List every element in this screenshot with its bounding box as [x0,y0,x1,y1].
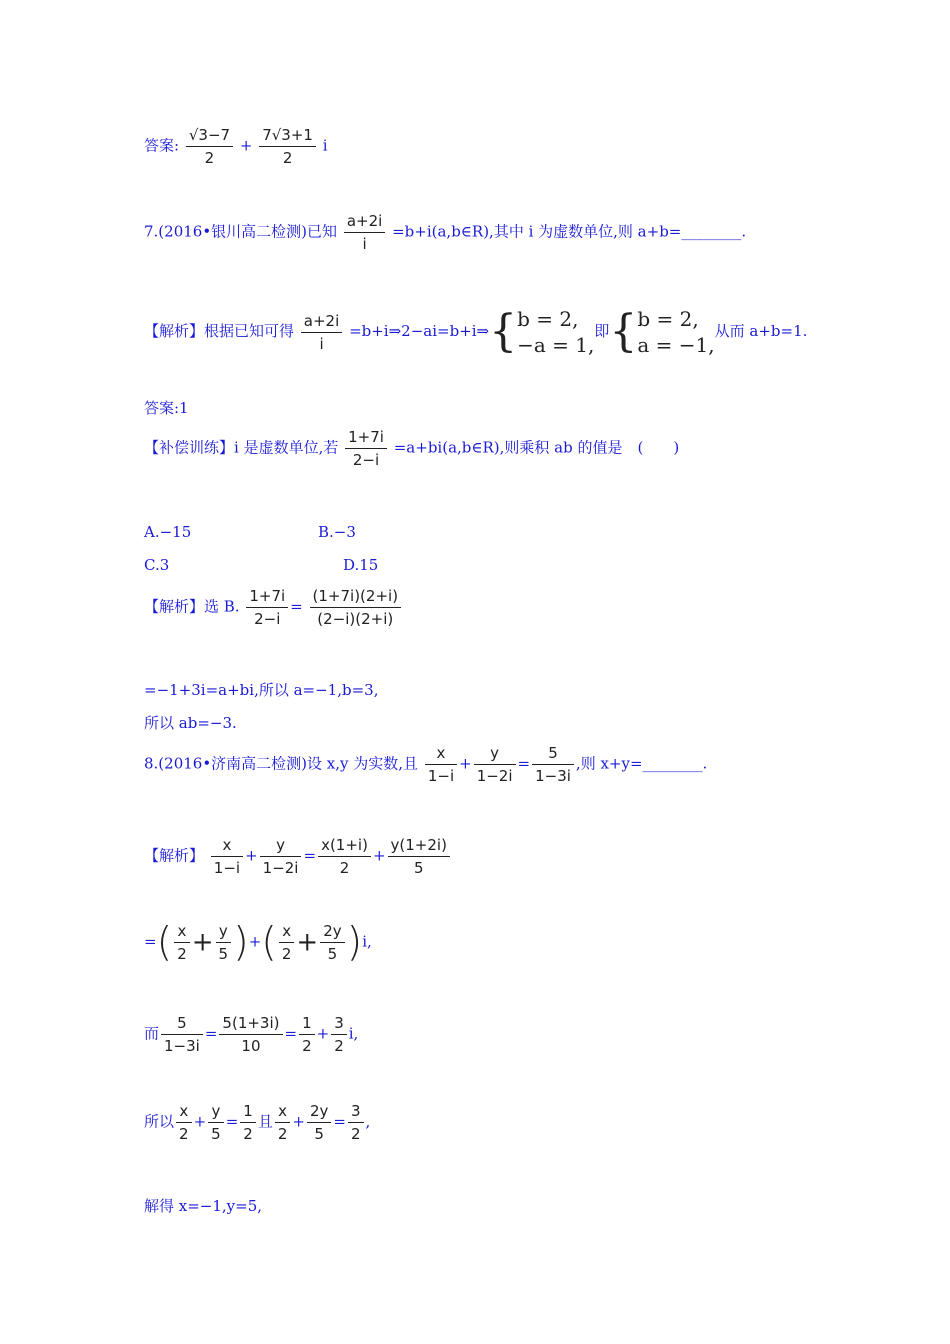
solution-8-line-4: 所以 $\frac{x}{2}$ + $\frac{y}{5}$ = $\frac{1}{2}$ 且 $\frac{x}{2}$ + $\frac{2y}{5}$ = $\frac{3}{2}$ , [144,1102,371,1143]
fraction: $\frac{x}{2}$ [176,1100,192,1145]
fraction: $\frac{√3-7}{2}$ [186,124,233,169]
left-paren-icon: ( [156,919,173,966]
fraction: $\frac{5(1+3i)}{10}$ [219,1012,282,1057]
solution-compensation: 【解析】选 B. $\frac{1+7i}{2-i}$ = $\frac{(1+7i)(2+i)}{(2-i)(2+i)}$ [144,585,403,630]
right-paren-icon: ) [233,919,249,966]
option-a: A.−15 [144,523,192,541]
fraction: $\frac{y}{1-2i}$ [474,742,516,787]
fraction: $\frac{7√3+1}{2}$ [259,124,316,169]
option-d: D.15 [343,556,379,574]
fraction: $\frac{x(1+i)}{2}$ [318,834,371,879]
fraction: $\frac{x}{1-i}$ [211,834,243,879]
option-b: B.−3 [318,523,356,541]
fraction: $\frac{y(1+2i)}{5}$ [388,834,450,879]
question-7: 7.(2016•银川高二检测)已知 $\frac{a+2i}{i}$ =b+i(a,b∈R),其中 i 为虚数单位,则 a+b=________. [144,212,747,253]
fraction: $\frac{5}{1-3i}$ [161,1012,203,1057]
fraction: $\frac{3}{2}$ [331,1012,347,1057]
fraction: $\frac{a+2i}{i}$ [344,210,385,255]
fraction: $\frac{x}{2}$ [174,920,190,965]
solution-7: 【解析】根据已知可得 $\frac{a+2i}{i}$ =b+i⇒2−ai=b+i⇒{ b = 2, −a = 1, 即{ b = 2, a = −1, 从而 a+b=1. [144,306,808,357]
answer-label: 答案: [144,136,180,155]
fraction: $\frac{1+7i}{2-i}$ [345,426,387,471]
fraction: $\frac{x}{2}$ [279,920,295,965]
left-paren-icon: ( [261,919,277,966]
fraction: $\frac{3}{2}$ [348,1100,364,1145]
fraction: $\frac{y}{5}$ [208,1100,224,1145]
fraction: $\frac{a+2i}{i}$ [301,310,342,355]
solution-8-line-2: =( $\frac{x}{2}$ + $\frac{y}{5}$ )+( $\frac{x}{2}$ + $\frac{2y}{5}$ )i, [144,919,372,966]
fraction: $\frac{1+7i}{2-i}$ [246,585,288,630]
fraction: $\frac{y}{1-2i}$ [260,834,302,879]
fraction: $\frac{1}{2}$ [240,1100,256,1145]
right-paren-icon: ) [346,919,363,966]
fraction: $\frac{1}{2}$ [299,1012,315,1057]
solution-8-line-3: 而 $\frac{5}{1-3i}$ = $\frac{5(1+3i)}{10}$ = $\frac{1}{2}$ + $\frac{3}{2}$ i, [144,1014,359,1055]
fraction: $\frac{x}{1-i}$ [425,742,457,787]
fraction: $\frac{(1+7i)(2+i)}{(2-i)(2+i)}$ [310,585,402,630]
fraction: $\frac{2y}{5}$ [307,1100,331,1145]
solution-8: 【解析】 $\frac{x}{1-i}$ + $\frac{y}{1-2i}$ = $\frac{x(1+i)}{2}$ + $\frac{y(1+2i)}{5}$ [144,834,452,879]
compensation-question: 【补偿训练】i 是虚数单位,若 $\frac{1+7i}{2-i}$ =a+bi(a,b∈R),则乘积 ab 的值是 ( ) [144,428,680,469]
equation-line: 所以 ab=−3. [144,714,237,732]
fraction: $\frac{y}{5}$ [216,920,232,965]
equation-system: b = 2, −a = 1, [517,307,595,357]
answer-7: 答案:1 [144,399,189,417]
equation-system: b = 2, a = −1, [637,307,715,357]
question-8: 8.(2016•济南高二检测)设 x,y 为实数,且 $\frac{x}{1-i}$ + $\frac{y}{1-2i}$ = $\frac{5}{1-3i}$ ,则 x+y=________. [144,744,708,785]
fraction: $\frac{5}{1-3i}$ [532,742,574,787]
left-brace-icon: { [609,306,638,357]
equation-line: =−1+3i=a+bi,所以 a=−1,b=3, [144,681,379,699]
fraction: $\frac{2y}{5}$ [320,920,344,965]
answer-line-6: 答案: $\frac{√3-7}{2}$ + $\frac{7√3+1}{2}$ i [144,126,328,167]
left-brace-icon: { [489,306,518,357]
final-answer-line: 解得 x=−1,y=5, [144,1197,263,1215]
fraction: $\frac{x}{2}$ [275,1100,291,1145]
option-c: C.3 [144,556,170,574]
